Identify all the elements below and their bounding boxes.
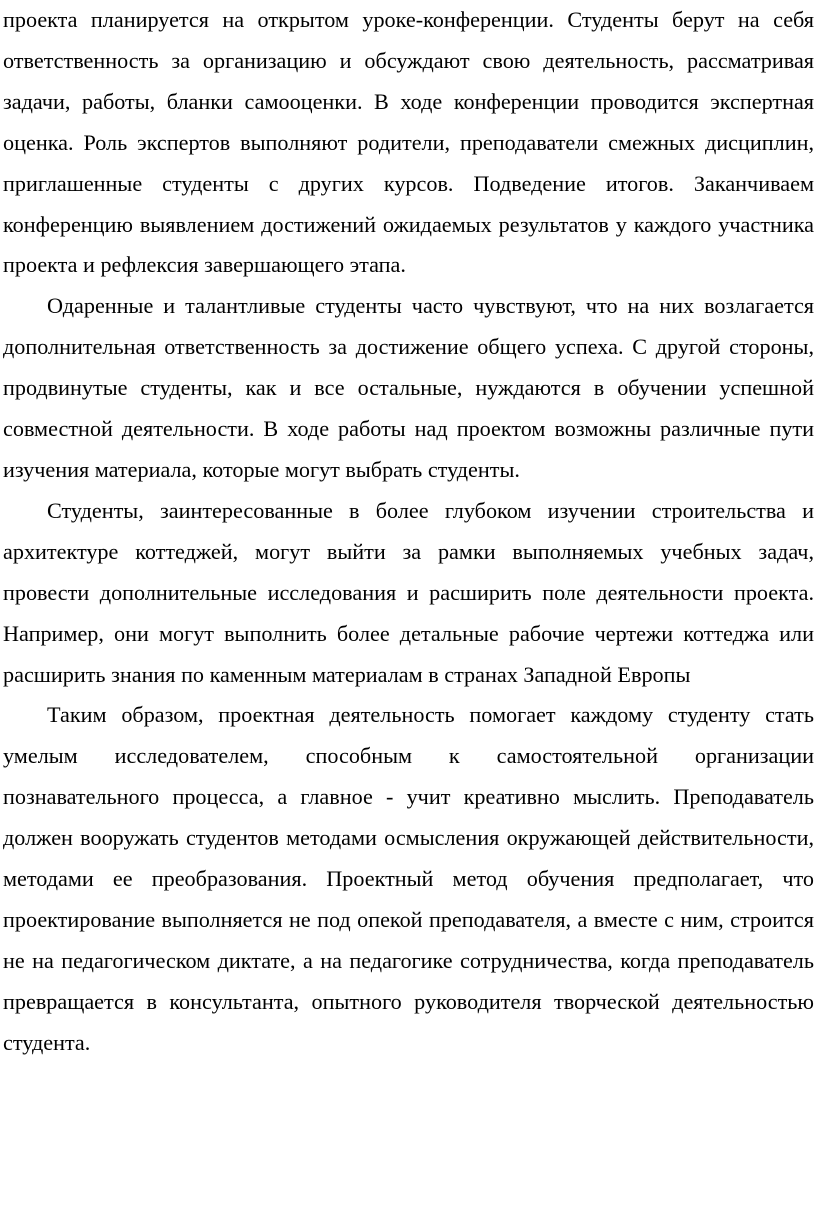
- paragraph-gifted-students: Одаренные и талантливые студенты часто чувствуют, что на них возлагается дополнительная ответственность за достижение общего успеха. С другой стороны, продвинутые студенты, как и все остальные, нуждаются в обучении успешной совместной деятельности. В ходе работы над проектом возможны различные пути изучения материала, которые могут выбрать студенты.: [3, 293, 814, 482]
- body-text: [3, 0, 814, 1064]
- paragraph-interested-students: Студенты, заинтересованные в более глубоком изучении строительства и архитектуре коттеджей, могут выйти за рамки выполняемых учебных задач, провести дополнительные исследования и расширить поле деятельности проекта. Например, они могут выполнить более детальные рабочие чертежи коттеджа или расширить знания по каменным материалам в странах Западной Европы: [3, 497, 814, 687]
- paragraph-conclusion: Таким образом, проектная деятельность помогает каждому студенту стать умелым исследователем, способным к самостоятельной организации познавательного процесса, а главное - учит креативно мыслить. Преподаватель должен вооружать студентов методами осмысления окружающей действительности, методами ее преобразования. Проектный метод обучения предполагает, что проектирование выполняется не под опекой преподавателя, а вместе с ним, строится не на педагогическом диктате, а на педагогике сотрудничества, когда преподаватель превращается в консультанта, опытного руководителя творческой деятельностью студента.: [3, 702, 814, 1055]
- paragraph-continued: проекта планируется на открытом уроке-конференции. Студенты берут на себя ответственность за организацию и обсуждают свою деятельность, рассматривая задачи, работы, бланки самооценки. В ходе конференции проводится экспертная оценка. Роль экспертов выполняют родители, преподаватели смежных дисциплин, приглашенные студенты с других курсов. Подведение итогов. Заканчиваем конференцию выявлением достижений ожидаемых результатов у каждого участника проекта и рефлексия завершающего этапа.: [3, 7, 814, 278]
